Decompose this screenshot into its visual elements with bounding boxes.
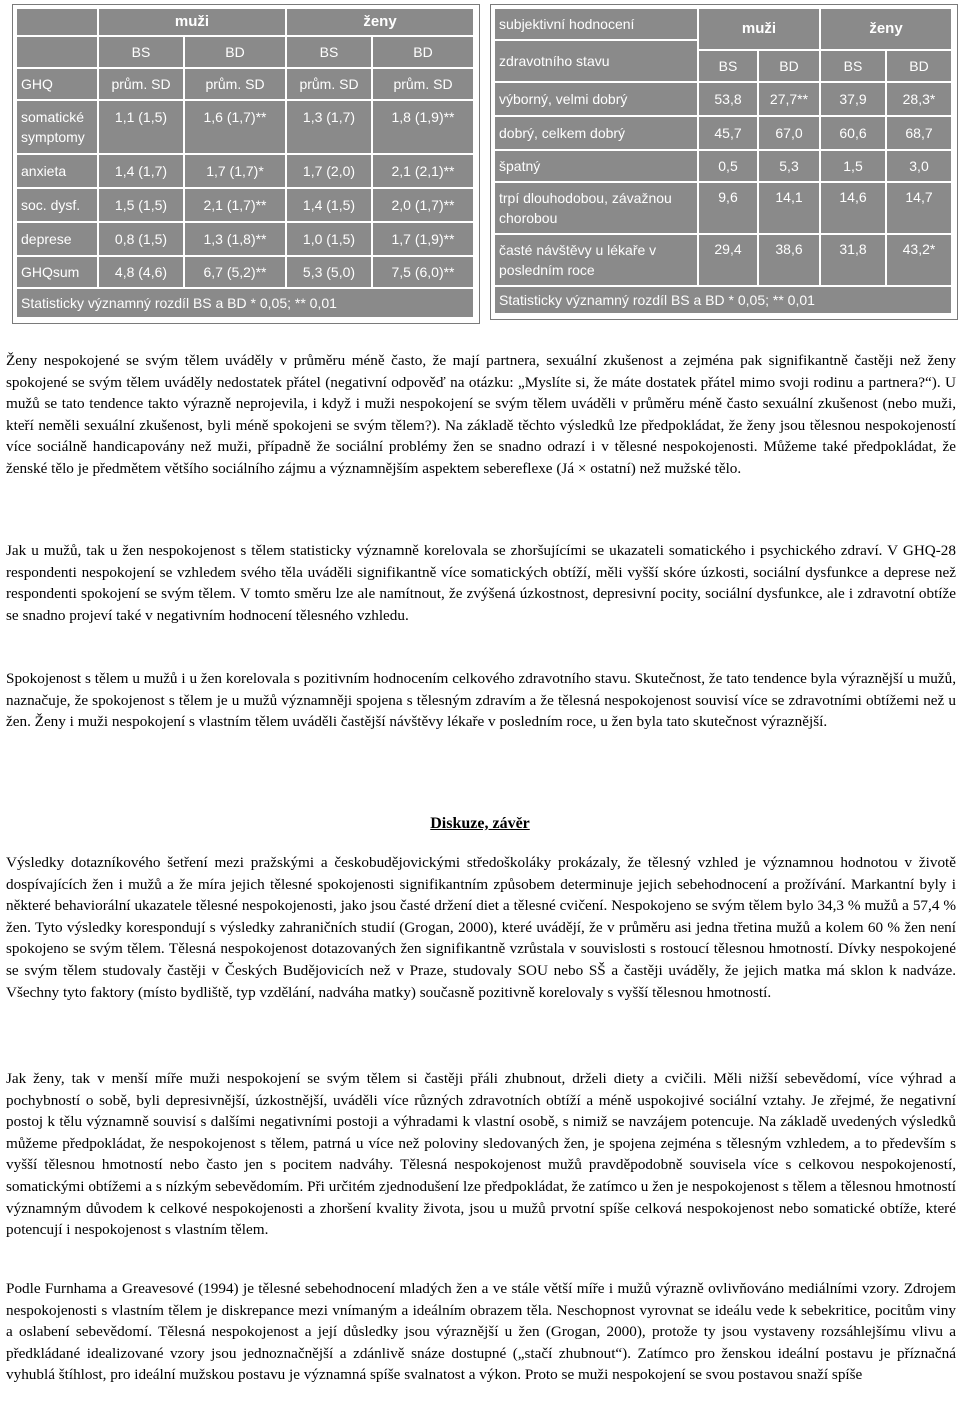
paragraph-body: Jak u mužů, tak u žen nespokojenost s tělem statisticky významně korelovala se zhoršujícími se ukazateli somatického i psychického zdraví. V GHQ-28 respondenti nespokojení se vzhledem svého těla uváděli signifikantně více somatických obtíží, měli vyšší skóre úzkosti, sociální dysfunkce a deprese než respondenti spokojení se svým tělem. V tomto směru lze ale namítnout, že zvýšená úzkostnost, depresivní pocity, sociální dysfunkce, ale i zdravotní obtíže se snadno projeví také v negativním hodnocení tělesného vzhledu. [6, 542, 956, 624]
health-cell: 53,8 [699, 83, 757, 115]
ghq-group-men: muži [99, 9, 285, 35]
health-row-label: dobrý, celkem dobrý [495, 117, 697, 149]
health-cell: 60,6 [821, 117, 885, 149]
ghq-cell: 6,7 (5,2)** [185, 257, 285, 287]
health-row-label: výborný, velmi dobrý [495, 83, 697, 115]
health-subheader: BS [699, 51, 757, 81]
ghq-footnote: Statisticky významný rozdíl BS a BD * 0,05; ** 0,01 [17, 289, 473, 317]
ghq-cell: 1,6 (1,7)** [185, 101, 285, 153]
ghq-stat-header: prům. SD [287, 69, 371, 99]
paragraph-body: Podle Furnhama a Greavesové (1994) je tělesné sebehodnocení mladých žen a ve stále větší míře i mužů výrazně ovlivňováno mediálními vzory. Zdrojem nespokojenosti s vlastním tělem je diskrepance mezi vnímaným a ideálním obrazem těla. Neschopnost vyrovnat se ideálu vede k sebekritice, pocitům viny a oslabení sebevědomí. Tělesná nespokojenost a její důsledky jsou výraznější u žen (Grogan, 2000), protože ty jsou vystaveny rozsáhlejšímu vlivu a předkládané idealizované vzory jsou jednoznačnější a zdánlivě snáze dostupné („stačí zhubnout“). Zatímco pro ženskou ideální postavu je příznačná vyhublá štíhlost, pro ideální mužskou postavu je významná spíše svalnatost a výkon. Proto se muži nespokojení se svou postavou snaží spíše [6, 1280, 956, 1384]
health-cell: 28,3* [887, 83, 951, 115]
paragraph-body: Ženy nespokojené se svým tělem uváděly v průměru méně často, že mají partnera, sexuální zkušenost a zejména pak signifikantně častěji než ženy spokojené se svým tělem uváděly nedostatek přátel (negativní odpověď na otázku: „Myslíte si, že máte dostatek přátel mimo svoji rodinu a partnera?“). U mužů se tato tendence takto výrazně neprojevila, i když i muži nespokojení se svým tělem uváděli v průměru méně často sexuální zkušenost (nebo muži, kteří neměli sexuální zkušenost, byli méně spokojeni se svým tělem?). Na základě těchto výsledků lze předpokládat, že ženy jsou tělesnou nespokojeností více sociálně handicapovány než muži, případně že sociální problémy žen se snadno odrazí i v tělesné nespokojenosti. Můžeme také předpokládat, že ženské tělo je předmětem většího sociálního zájmu a významnějším aspektem sebereflexe (Já × ostatní) než mužské tělo. [6, 352, 956, 477]
health-row-label: časté návštěvy u lékaře v posledním roce [495, 235, 697, 285]
ghq-cell: 1,7 (1,7)* [185, 155, 285, 187]
health-cell: 1,5 [821, 151, 885, 181]
ghq-subheader: BD [373, 37, 473, 67]
ghq-row-label: soc. dysf. [17, 189, 97, 221]
health-header-line2: zdravotního stavu [495, 41, 697, 81]
ghq-row-label: anxieta [17, 155, 97, 187]
ghq-group-women: ženy [287, 9, 473, 35]
paragraph-body: Spokojenost s tělem u mužů i u žen korelovala s pozitivním hodnocením celkového zdravotního stavu. Skutečnost, že tato tendence byla výraznější u mužů, naznačuje, že spokojenost s tělem je u mužů významněji spojena s tělesným zdravím a že tělesná nespokojenost souvisí více se zdravotními obtížemi než u žen. Ženy i muži nespokojení s vlastním tělem uváděli častější návštěvy lékaře v posledním roce, u žen byla tato skutečnost výraznější. [6, 670, 956, 731]
ghq-stat-header: prům. SD [185, 69, 285, 99]
health-cell: 37,9 [821, 83, 885, 115]
ghq-cell: 1,1 (1,5) [99, 101, 183, 153]
ghq-cell: 7,5 (6,0)** [373, 257, 473, 287]
health-cell: 38,6 [759, 235, 819, 285]
health-cell: 14,1 [759, 183, 819, 233]
health-cell: 43,2* [887, 235, 951, 285]
health-table [490, 4, 958, 320]
ghq-row-label: deprese [17, 223, 97, 255]
health-subheader: BD [759, 51, 819, 81]
health-cell: 14,6 [821, 183, 885, 233]
health-subheader: BS [821, 51, 885, 81]
health-cell: 31,8 [821, 235, 885, 285]
health-cell: 14,7 [887, 183, 951, 233]
ghq-cell: 1,4 (1,7) [99, 155, 183, 187]
ghq-cell: 2,1 (2,1)** [373, 155, 473, 187]
ghq-cell: 1,7 (2,0) [287, 155, 371, 187]
health-header-line1: subjektivní hodnocení [495, 9, 697, 39]
health-cell: 9,6 [699, 183, 757, 233]
ghq-cell: 2,0 (1,7)** [373, 189, 473, 221]
ghq-cell: 1,3 (1,7) [287, 101, 371, 153]
ghq-row-label: GHQsum [17, 257, 97, 287]
health-group-women: ženy [821, 9, 951, 49]
ghq-row-label: somatické symptomy [17, 101, 97, 153]
ghq-cell: 1,3 (1,8)** [185, 223, 285, 255]
ghq-table [12, 4, 480, 324]
ghq-cell: 2,1 (1,7)** [185, 189, 285, 221]
ghq-cell: 1,7 (1,9)** [373, 223, 473, 255]
health-subheader: BD [887, 51, 951, 81]
ghq-cell: 5,3 (5,0) [287, 257, 371, 287]
ghq-cell: 1,4 (1,5) [287, 189, 371, 221]
health-row-label: špatný [495, 151, 697, 181]
ghq-cell: 0,8 (1,5) [99, 223, 183, 255]
ghq-stat-header: prům. SD [99, 69, 183, 99]
health-footnote: Statisticky významný rozdíl BS a BD * 0,05; ** 0,01 [495, 287, 951, 313]
health-cell: 67,0 [759, 117, 819, 149]
health-cell: 3,0 [887, 151, 951, 181]
health-group-men: muži [699, 9, 819, 49]
ghq-cell: 4,8 (4,6) [99, 257, 183, 287]
health-cell: 68,7 [887, 117, 951, 149]
ghq-stat-header: prům. SD [373, 69, 473, 99]
ghq-cell: 1,8 (1,9)** [373, 101, 473, 153]
health-row-label: trpí dlouhodobou, závažnou chorobou [495, 183, 697, 233]
paragraph-body: Výsledky dotazníkového šetření mezi pražskými a českobudějovickými středoškoláky prokázaly, že tělesný vzhled je významnou hodnotou v životě dospívajících žen i mužů a že míra jejich tělesné spokojenosti signifikantním způsobem determinuje jejich sebehodnocení a prožívání. Markantní byly i některé behaviorální ukazatele tělesné nespokojenosti, jako jsou časté držení diet a tělesné cvičení. Nespokojeno se svým tělem bylo 34,3 % mužů a 57,4 % žen. Tyto výsledky korespondují s výsledky zahraničních studií (Grogan, 2000), které uvádějí, že v průměru asi jedna třetina mužů a kolem 60 % žen není spokojeno se svým tělem. Tělesná nespokojenost dotazovaných žen signifikantně vzrůstala v souvislosti s rostoucí tělesnou hmotností. Dívky nespokojené se svým tělem studovaly častěji v Českých Budějovicích než v Praze, studovaly SOU nebo SŠ a častěji uváděly, že jejich matka má sklon k nadváze. Všechny tyto faktory (místo bydliště, typ vzdělání, nadváha matky) současně pozitivně korelovaly s vyšší tělesnou hmotností. [6, 854, 956, 1001]
ghq-subheader: BS [287, 37, 371, 67]
health-cell: 27,7** [759, 83, 819, 115]
health-cell: 5,3 [759, 151, 819, 181]
health-cell: 45,7 [699, 117, 757, 149]
ghq-cell: 1,0 (1,5) [287, 223, 371, 255]
ghq-label-header: GHQ [17, 69, 97, 99]
section-heading: Diskuze, závěr [430, 815, 530, 832]
ghq-subheader: BS [99, 37, 183, 67]
ghq-subheader: BD [185, 37, 285, 67]
health-cell: 29,4 [699, 235, 757, 285]
ghq-cell: 1,5 (1,5) [99, 189, 183, 221]
health-cell: 0,5 [699, 151, 757, 181]
paragraph-body: Jak ženy, tak v menší míře muži nespokojení se svým tělem si častěji přáli zhubnout, drželi diety a cvičili. Měli nižší sebevědomí, více výhrad a pochybností o sobě, byli depresivnější, úzkostnější, uváděli více různých zdravotních obtíží a méně uspokojivé sociální vztahy. Je zřejmé, že negativní postoj k tělu významně souvisí s dalšími negativními postoji a výhradami k vlastní osobě, s nimiž se navzájem potencuje. Na základě uvedených výsledků můžeme předpokládat, že nespokojenost s tělem, patrná u více než poloviny sledovaných žen, je spojena zejména s tělesným vzhledem, a to především s vyšší tělesnou hmotností nebo často jen s pocitem nadváhy. Tělesná nespokojenost mužů pravděpodobně souvisela více s celkovou nespokojeností, somatickými obtížemi a s nízkým sebevědomím. Při určitém zjednodušení lze předpokládat, že zatímco u žen je nespokojenost s tělem a tělesnou hmotností významným důvodem k celkové nespokojenosti a zhoršení kvality života, jsou u mužů prvotní spíše celková nespokojenost nebo somatické obtíže, které potencují i nespokojenost s vlastním tělem. [6, 1070, 956, 1239]
